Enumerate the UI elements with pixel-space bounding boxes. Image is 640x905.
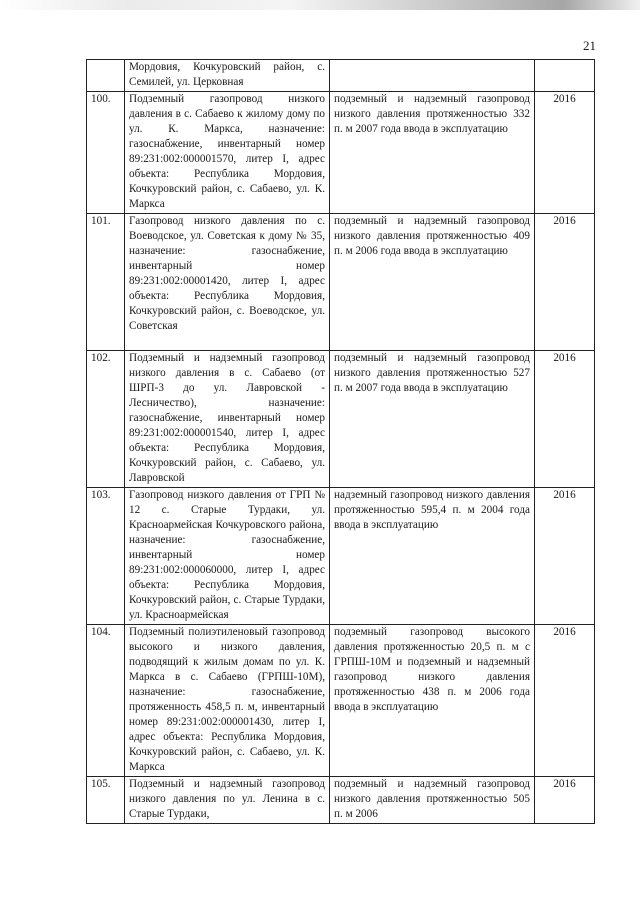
object-characteristics: надземный газопровод низкого давления протяженностью 595,4 п. м 2004 года ввода в эксплуатацию	[330, 488, 535, 625]
object-name: Мордовия, Кочкуровский район, с. Семилей, ул. Церковная	[125, 60, 330, 92]
table-row	[87, 60, 595, 92]
year: 2016	[535, 625, 595, 777]
table-row	[87, 625, 595, 777]
table-row	[87, 488, 595, 625]
page-number: 21	[583, 38, 596, 53]
object-name: Подземный полиэтиленовый газопровод высокого и низкого давления, подводящий к жилым домам по ул. К. Маркса в с. Сабаево (ГРПШ-10М), назначение: газоснабжение, протяженность 458,5 п. м, инвентарный номер 89:231:002:000001430, литер I, адрес объекта: Республика Мордовия, Кочкуровский район, с. Сабаево, ул. К. Маркса	[125, 625, 330, 777]
property-register-table	[86, 59, 595, 824]
object-name: Подземный газопровод низкого давления в с. Сабаево к жилому дому по ул. К. Маркса, назначение: газоснабжение, инвентарный номер 89:231:002:000001570, литер I, адрес объекта: Республика Мордовия, Кочкуровский район, с. Сабаево, ул. К. Маркса	[125, 92, 330, 214]
table-row	[87, 214, 595, 351]
object-characteristics: подземный газопровод высокого давления протяженностью 20,5 п. м с ГРПШ-10М и подземный и надземный газопровод низкого давления протяженностью 438 п. м 2006 года ввода в эксплуатацию	[330, 625, 535, 777]
object-name: Газопровод низкого давления по с. Воеводское, ул. Советская к дому № 35, назначение: газоснабжение, инвентарный номер 89:231:002:00001420, литер I, адрес объекта: Республика Мордовия, Кочкуровский район, с. Воеводское, ул. Советская	[125, 214, 330, 351]
year: 2016	[535, 214, 595, 351]
row-number: 100.	[87, 92, 125, 214]
table-row	[87, 777, 595, 824]
table-row	[87, 92, 595, 214]
object-name: Подземный и надземный газопровод низкого давления по ул. Ленина в с. Старые Турдаки,	[125, 777, 330, 824]
row-number: 101.	[87, 214, 125, 351]
row-number: 102.	[87, 351, 125, 488]
year: 2016	[535, 92, 595, 214]
object-name: Газопровод низкого давления от ГРП № 12 с. Старые Турдаки, ул. Красноармейская Кочкуровского района, назначение: газоснабжение, инвентарный номер 89:231:002:000060000, литер I, адрес объекта: Республика Мордовия, Кочкуровский район, с. Старые Турдаки, ул. Красноармейская	[125, 488, 330, 625]
object-characteristics: подземный и надземный газопровод низкого давления протяженностью 409 п. м 2006 года ввода в эксплуатацию	[330, 214, 535, 351]
row-number: 105.	[87, 777, 125, 824]
object-characteristics: подземный и надземный газопровод низкого давления протяженностью 527 п. м 2007 года ввода в эксплуатацию	[330, 351, 535, 488]
row-number	[87, 60, 125, 92]
year: 2016	[535, 777, 595, 824]
scan-edge-artifact	[0, 0, 640, 10]
object-characteristics	[330, 60, 535, 92]
year: 2016	[535, 488, 595, 625]
row-number: 104.	[87, 625, 125, 777]
row-number: 103.	[87, 488, 125, 625]
object-characteristics: подземный и надземный газопровод низкого давления протяженностью 332 п. м 2007 года ввода в эксплуатацию	[330, 92, 535, 214]
year: 2016	[535, 351, 595, 488]
year	[535, 60, 595, 92]
table-row	[87, 351, 595, 488]
object-name: Подземный и надземный газопровод низкого давления в с. Сабаево (от ШРП-3 до ул. Лавровской - Лесничество), назначение: газоснабжение, инвентарный номер 89:231:002:000001540, литер I, адрес объекта: Республика Мордовия, Кочкуровский район, с. Сабаево, ул. Лавровской	[125, 351, 330, 488]
object-characteristics: подземный и надземный газопровод низкого давления протяженностью 505 п. м 2006	[330, 777, 535, 824]
